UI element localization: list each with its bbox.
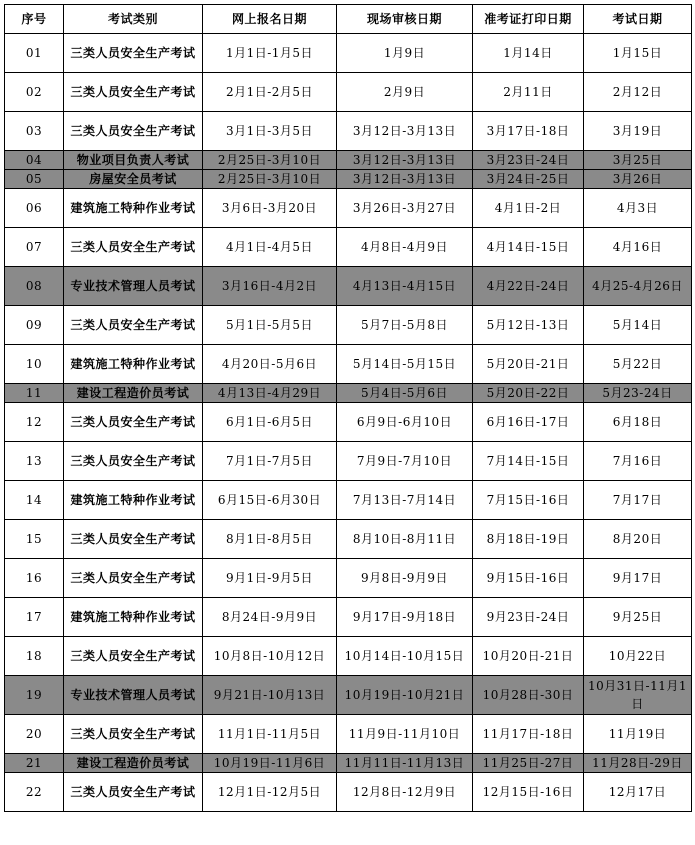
cell-serial-number: 15 [5,520,64,559]
table-row [5,481,692,520]
cell-online-registration-date: 3月6日-3月20日 [203,189,337,228]
cell-admission-ticket-print-date: 4月14日-15日 [473,228,584,267]
cell-admission-ticket-print-date: 12月15日-16日 [473,773,584,812]
cell-exam-category: 建筑施工特种作业考试 [64,345,203,384]
cell-admission-ticket-print-date: 10月28日-30日 [473,676,584,715]
cell-admission-ticket-print-date: 2月11日 [473,73,584,112]
cell-online-registration-date: 10月8日-10月12日 [203,637,337,676]
header-onsite-review-date: 现场审核日期 [337,5,473,34]
cell-onsite-review-date: 9月8日-9月9日 [337,559,473,598]
cell-exam-category: 三类人员安全生产考试 [64,637,203,676]
cell-exam-date: 6月18日 [584,403,692,442]
cell-exam-category: 三类人员安全生产考试 [64,112,203,151]
cell-admission-ticket-print-date: 3月23日-24日 [473,151,584,170]
cell-onsite-review-date: 4月13日-4月15日 [337,267,473,306]
cell-admission-ticket-print-date: 7月14日-15日 [473,442,584,481]
table-row [5,73,692,112]
cell-exam-date: 7月17日 [584,481,692,520]
exam-schedule-document [4,4,692,812]
cell-serial-number: 11 [5,384,64,403]
cell-exam-category: 专业技术管理人员考试 [64,676,203,715]
cell-exam-category: 三类人员安全生产考试 [64,34,203,73]
table-row [5,520,692,559]
cell-exam-date: 8月20日 [584,520,692,559]
cell-admission-ticket-print-date: 4月22日-24日 [473,267,584,306]
table-row [5,306,692,345]
cell-onsite-review-date: 3月12日-3月13日 [337,151,473,170]
cell-online-registration-date: 12月1日-12月5日 [203,773,337,812]
cell-online-registration-date: 4月20日-5月6日 [203,345,337,384]
table-body [5,34,692,812]
cell-onsite-review-date: 5月14日-5月15日 [337,345,473,384]
cell-online-registration-date: 5月1日-5月5日 [203,306,337,345]
cell-exam-category: 物业项目负责人考试 [64,151,203,170]
cell-serial-number: 13 [5,442,64,481]
cell-onsite-review-date: 3月12日-3月13日 [337,112,473,151]
cell-online-registration-date: 7月1日-7月5日 [203,442,337,481]
cell-exam-category: 三类人员安全生产考试 [64,773,203,812]
table-row [5,559,692,598]
cell-exam-date: 11月19日 [584,715,692,754]
cell-online-registration-date: 9月21日-10月13日 [203,676,337,715]
table-row [5,34,692,73]
cell-serial-number: 03 [5,112,64,151]
table-row [5,345,692,384]
header-exam-date: 考试日期 [584,5,692,34]
table-row [5,228,692,267]
table-row [5,112,692,151]
table-row [5,189,692,228]
cell-admission-ticket-print-date: 6月16日-17日 [473,403,584,442]
cell-exam-date: 9月17日 [584,559,692,598]
cell-online-registration-date: 10月19日-11月6日 [203,754,337,773]
cell-admission-ticket-print-date: 5月12日-13日 [473,306,584,345]
cell-online-registration-date: 8月1日-8月5日 [203,520,337,559]
cell-serial-number: 02 [5,73,64,112]
cell-admission-ticket-print-date: 9月23日-24日 [473,598,584,637]
cell-onsite-review-date: 12月8日-12月9日 [337,773,473,812]
cell-exam-category: 三类人员安全生产考试 [64,520,203,559]
cell-serial-number: 05 [5,170,64,189]
cell-serial-number: 06 [5,189,64,228]
cell-admission-ticket-print-date: 9月15日-16日 [473,559,584,598]
header-online-registration-date: 网上报名日期 [203,5,337,34]
cell-onsite-review-date: 7月13日-7月14日 [337,481,473,520]
cell-serial-number: 18 [5,637,64,676]
cell-online-registration-date: 1月1日-1月5日 [203,34,337,73]
cell-onsite-review-date: 6月9日-6月10日 [337,403,473,442]
cell-exam-date: 4月16日 [584,228,692,267]
table-row [5,267,692,306]
cell-onsite-review-date: 1月9日 [337,34,473,73]
cell-onsite-review-date: 5月4日-5月6日 [337,384,473,403]
cell-onsite-review-date: 9月17日-9月18日 [337,598,473,637]
cell-exam-category: 建设工程造价员考试 [64,384,203,403]
cell-exam-category: 三类人员安全生产考试 [64,73,203,112]
cell-serial-number: 04 [5,151,64,170]
table-row [5,403,692,442]
cell-exam-date: 4月25-4月26日 [584,267,692,306]
cell-exam-date: 3月25日 [584,151,692,170]
cell-admission-ticket-print-date: 4月1日-2日 [473,189,584,228]
cell-admission-ticket-print-date: 7月15日-16日 [473,481,584,520]
cell-serial-number: 08 [5,267,64,306]
cell-onsite-review-date: 7月9日-7月10日 [337,442,473,481]
cell-exam-date: 4月3日 [584,189,692,228]
cell-admission-ticket-print-date: 5月20日-22日 [473,384,584,403]
cell-onsite-review-date: 3月12日-3月13日 [337,170,473,189]
cell-exam-date: 1月15日 [584,34,692,73]
cell-exam-category: 专业技术管理人员考试 [64,267,203,306]
cell-online-registration-date: 2月1日-2月5日 [203,73,337,112]
cell-serial-number: 17 [5,598,64,637]
cell-exam-category: 三类人员安全生产考试 [64,228,203,267]
cell-exam-category: 三类人员安全生产考试 [64,715,203,754]
cell-admission-ticket-print-date: 11月25日-27日 [473,754,584,773]
cell-exam-category: 房屋安全员考试 [64,170,203,189]
cell-exam-date: 2月12日 [584,73,692,112]
table-row [5,715,692,754]
cell-serial-number: 01 [5,34,64,73]
table-row [5,637,692,676]
cell-exam-category: 三类人员安全生产考试 [64,306,203,345]
cell-online-registration-date: 11月1日-11月5日 [203,715,337,754]
cell-admission-ticket-print-date: 5月20日-21日 [473,345,584,384]
cell-online-registration-date: 3月1日-3月5日 [203,112,337,151]
cell-onsite-review-date: 11月11日-11月13日 [337,754,473,773]
cell-exam-date: 9月25日 [584,598,692,637]
cell-exam-date: 7月16日 [584,442,692,481]
cell-exam-category: 建设工程造价员考试 [64,754,203,773]
cell-exam-date: 3月19日 [584,112,692,151]
cell-serial-number: 19 [5,676,64,715]
cell-online-registration-date: 2月25日-3月10日 [203,151,337,170]
cell-exam-category: 三类人员安全生产考试 [64,559,203,598]
cell-onsite-review-date: 11月9日-11月10日 [337,715,473,754]
cell-admission-ticket-print-date: 10月20日-21日 [473,637,584,676]
cell-exam-date: 5月14日 [584,306,692,345]
cell-admission-ticket-print-date: 11月17日-18日 [473,715,584,754]
cell-online-registration-date: 4月1日-4月5日 [203,228,337,267]
cell-serial-number: 07 [5,228,64,267]
cell-serial-number: 22 [5,773,64,812]
cell-exam-category: 三类人员安全生产考试 [64,442,203,481]
cell-exam-date: 3月26日 [584,170,692,189]
cell-admission-ticket-print-date: 1月14日 [473,34,584,73]
cell-onsite-review-date: 3月26日-3月27日 [337,189,473,228]
cell-admission-ticket-print-date: 3月24日-25日 [473,170,584,189]
cell-onsite-review-date: 5月7日-5月8日 [337,306,473,345]
cell-serial-number: 20 [5,715,64,754]
cell-exam-date: 11月28日-29日 [584,754,692,773]
cell-serial-number: 21 [5,754,64,773]
cell-onsite-review-date: 2月9日 [337,73,473,112]
table-row [5,754,692,773]
cell-exam-category: 三类人员安全生产考试 [64,403,203,442]
cell-exam-category: 建筑施工特种作业考试 [64,598,203,637]
cell-exam-date: 5月23-24日 [584,384,692,403]
cell-online-registration-date: 6月1日-6月5日 [203,403,337,442]
cell-online-registration-date: 9月1日-9月5日 [203,559,337,598]
cell-exam-date: 10月22日 [584,637,692,676]
cell-serial-number: 12 [5,403,64,442]
table-row [5,598,692,637]
cell-admission-ticket-print-date: 3月17日-18日 [473,112,584,151]
table-row [5,676,692,715]
cell-exam-category: 建筑施工特种作业考试 [64,481,203,520]
cell-online-registration-date: 2月25日-3月10日 [203,170,337,189]
exam-schedule-table [4,4,692,812]
header-exam-category: 考试类别 [64,5,203,34]
cell-serial-number: 10 [5,345,64,384]
cell-onsite-review-date: 10月14日-10月15日 [337,637,473,676]
cell-onsite-review-date: 8月10日-8月11日 [337,520,473,559]
header-admission-ticket-print-date: 准考证打印日期 [473,5,584,34]
cell-admission-ticket-print-date: 8月18日-19日 [473,520,584,559]
table-row [5,170,692,189]
cell-onsite-review-date: 10月19日-10月21日 [337,676,473,715]
cell-serial-number: 14 [5,481,64,520]
cell-exam-date: 5月22日 [584,345,692,384]
cell-online-registration-date: 3月16日-4月2日 [203,267,337,306]
cell-serial-number: 16 [5,559,64,598]
cell-exam-category: 建筑施工特种作业考试 [64,189,203,228]
table-row [5,384,692,403]
cell-online-registration-date: 6月15日-6月30日 [203,481,337,520]
cell-online-registration-date: 8月24日-9月9日 [203,598,337,637]
cell-serial-number: 09 [5,306,64,345]
cell-online-registration-date: 4月13日-4月29日 [203,384,337,403]
header-serial-number: 序号 [5,5,64,34]
cell-exam-date: 10月31日-11月1日 [584,676,692,715]
table-row [5,151,692,170]
cell-exam-date: 12月17日 [584,773,692,812]
table-header-row [5,5,692,34]
table-row [5,442,692,481]
cell-onsite-review-date: 4月8日-4月9日 [337,228,473,267]
table-row [5,773,692,812]
